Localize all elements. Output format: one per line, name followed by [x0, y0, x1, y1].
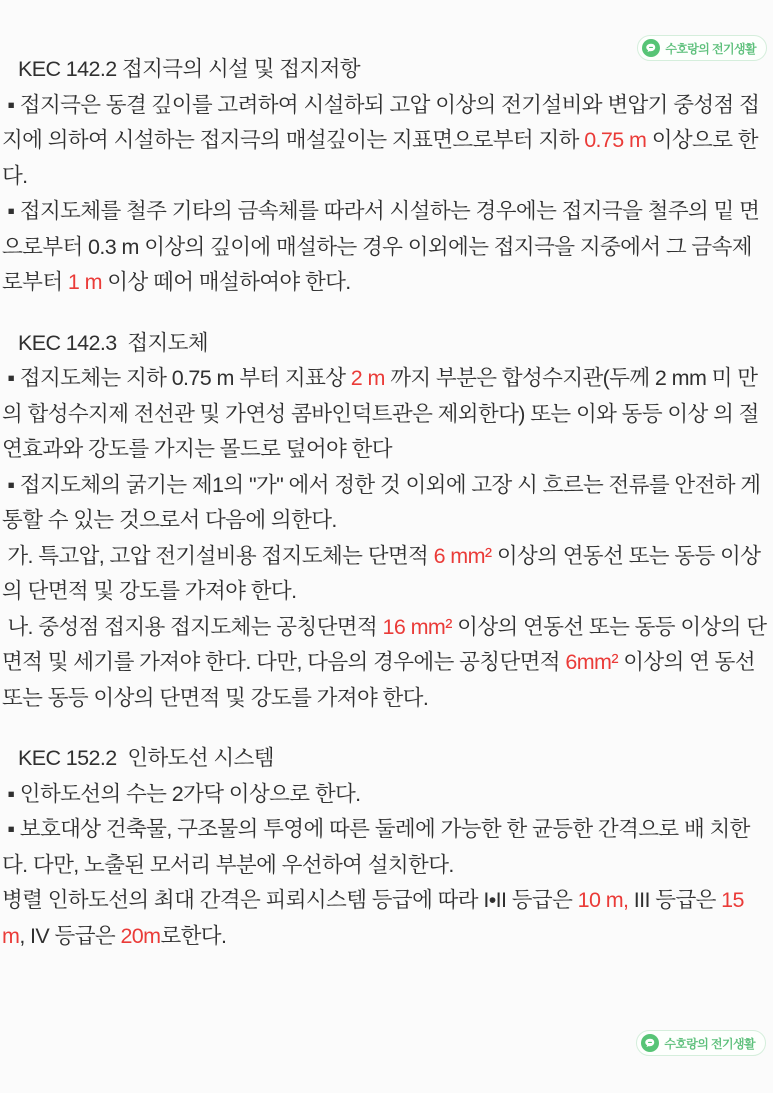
text-run: 이상의 연동선 또는 동등 이상 의 단면적 및 강도를 가져야 한다.	[2, 543, 766, 603]
document-section	[2, 741, 767, 954]
text-run: ▪ 인하도선의 수는 2가닥 이상으로 한다.	[2, 781, 361, 806]
highlight-value: 6 mm²	[433, 543, 492, 568]
text-run: 가. 특고압, 고압 전기설비용 접지도체는 단면적	[2, 543, 434, 568]
paragraph	[2, 812, 767, 883]
text-run: ▪ 접지도체는 지하 0.75 m 부터 지표상	[2, 366, 351, 390]
highlight-value: 2 m	[350, 366, 385, 390]
watermark-badge-bottom	[636, 1030, 766, 1056]
text-run: 로한다.	[160, 923, 227, 948]
text-run: 이상의 연 동선 또는 동등 이상의 단면적 및 강도를 가져야 한다.	[2, 650, 761, 710]
text-run: , IV 등급은	[19, 923, 121, 948]
watermark-label: 수호랑의 전기생활	[664, 1036, 755, 1051]
watermark-label: 수호랑의 전기생활	[665, 41, 756, 56]
text-run: ▪ 접지도체를 철주 기타의 금속체를 따라서 시설하는 경우에는 접지극을 철주의 밑 면으로부터 0.3 m 이상의 깊이에 매설하는 경우 이외에는 접지극을 지중에서 그 금속제로부터	[2, 199, 760, 294]
highlight-value: 16 mm²	[382, 614, 452, 639]
paragraph	[2, 777, 767, 813]
text-run: 이상의 연동선 또는 동등 이상의 단 면적 및 세기를 가져야 한다. 다만, 다음의 경우에는 공칭단면적	[2, 614, 772, 674]
highlight-value: 10 m,	[577, 888, 629, 912]
text-run: 이상으로 한다.	[2, 128, 758, 188]
paragraph	[2, 610, 772, 717]
chat-bubble-icon	[641, 1034, 659, 1052]
section-heading: KEC 152.2 인하도선 시스템	[18, 746, 274, 770]
paragraph	[2, 883, 767, 954]
highlight-value: 0.75 m	[584, 128, 647, 152]
text-run: III 등급은	[628, 888, 722, 912]
text-run: 병렬 인하도선의 최대 간격은 피뢰시스템 등급에 따라 I•II 등급은	[2, 888, 578, 912]
highlight-value: 15 m	[2, 888, 750, 948]
document-section	[2, 326, 772, 717]
text-run: ▪ 보호대상 건축물, 구조물의 투영에 따른 둘레에 가능한 한 균등한 간격으로 배 치한다. 다만, 노출된 모서리 부분에 우선하여 설치한다.	[2, 817, 750, 877]
highlight-value: 1 m	[67, 270, 102, 294]
text-run: ▪ 접지도체의 굵기는 제1의 "가" 에서 정한 것 이외에 고장 시 흐르는 전류를 안전하 게통할 수 있는 것으로서 다음에 의한다.	[2, 472, 761, 532]
text-run: 나. 중성점 접지용 접지도체는 공칭단면적	[2, 614, 383, 639]
paragraph	[2, 468, 767, 539]
section-heading: KEC 142.3 접지도체	[18, 330, 209, 355]
paragraph	[2, 194, 767, 301]
paragraph	[2, 539, 767, 610]
section-heading: KEC 142.2 접지극의 시설 및 접지저항	[18, 57, 360, 81]
text-run: 이상 떼어 매설하여야 한다.	[101, 270, 351, 294]
text-run: 까지 부분은 합성수지관(두께 2 mm 미 만의 합성수지제 전선관 및 가연성 콤바인덕트관은 제외한다) 또는 이와 동등 이상 의 절연효과와 강도를 가지는 몰드로 덮어야 한다	[2, 366, 759, 461]
document-section	[2, 52, 767, 301]
highlight-value: 20m	[120, 923, 161, 948]
text-run: ▪ 접지극은 동결 깊이를 고려하여 시설하되 고압 이상의 전기설비와 변압기 중성점 접지에 의하여 시설하는 접지극의 매설깊이는 지표면으로부터 지하	[2, 92, 760, 152]
paragraph	[2, 361, 767, 468]
paragraph	[2, 88, 767, 195]
highlight-value: 6mm²	[565, 650, 618, 674]
